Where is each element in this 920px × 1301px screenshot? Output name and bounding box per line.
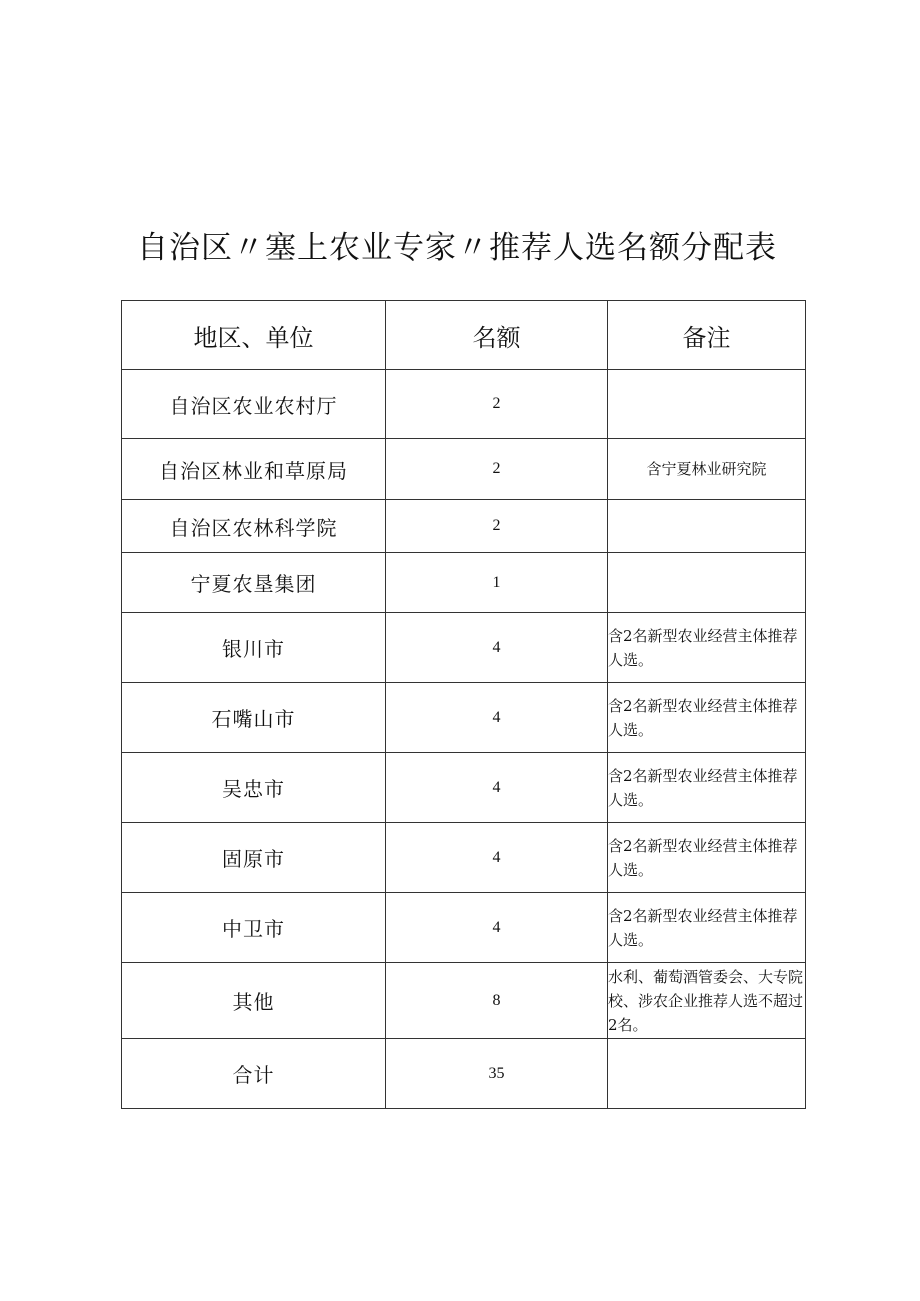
- table-row: [122, 553, 806, 613]
- row-unit: 自治区农业农村厅: [122, 370, 386, 439]
- header-note: 备注: [608, 301, 806, 370]
- row-quota: 4: [386, 753, 608, 823]
- table-row: [122, 683, 806, 753]
- row-note: 含2名新型农业经营主体推荐人选。: [608, 683, 806, 753]
- header-quota: 名额: [386, 301, 608, 370]
- row-note: 水利、葡萄酒管委会、大专院校、涉农企业推荐人选不超过2名。: [608, 963, 806, 1039]
- table-row: [122, 753, 806, 823]
- row-note: [608, 1039, 806, 1109]
- row-note: 含2名新型农业经营主体推荐人选。: [608, 823, 806, 893]
- row-unit: 固原市: [122, 823, 386, 893]
- row-quota: 2: [386, 370, 608, 439]
- row-quota: 8: [386, 963, 608, 1039]
- row-unit: 吴忠市: [122, 753, 386, 823]
- row-unit: 中卫市: [122, 893, 386, 963]
- row-unit: 自治区农林科学院: [122, 500, 386, 553]
- table-row: [122, 370, 806, 439]
- row-unit: 自治区林业和草原局: [122, 439, 386, 500]
- row-quota: 4: [386, 683, 608, 753]
- row-note: 含2名新型农业经营主体推荐人选。: [608, 753, 806, 823]
- table-row: [122, 893, 806, 963]
- table-row: [122, 823, 806, 893]
- row-unit: 合计: [122, 1039, 386, 1109]
- quota-allocation-table: [121, 300, 806, 1109]
- row-quota: 4: [386, 893, 608, 963]
- table-row: [122, 613, 806, 683]
- table-header-row: [122, 301, 806, 370]
- table-row: [122, 963, 806, 1039]
- row-quota: 35: [386, 1039, 608, 1109]
- row-quota: 4: [386, 823, 608, 893]
- page-title: 自治区〃塞上农业专家〃推荐人选名额分配表: [137, 230, 777, 266]
- table-row-total: [122, 1039, 806, 1109]
- row-note: [608, 553, 806, 613]
- row-note: 含2名新型农业经营主体推荐人选。: [608, 893, 806, 963]
- row-note: [608, 500, 806, 553]
- row-unit: 宁夏农垦集团: [122, 553, 386, 613]
- table-row: [122, 500, 806, 553]
- row-quota: 2: [386, 439, 608, 500]
- row-unit: 石嘴山市: [122, 683, 386, 753]
- row-quota: 1: [386, 553, 608, 613]
- row-unit: 银川市: [122, 613, 386, 683]
- row-quota: 2: [386, 500, 608, 553]
- row-unit: 其他: [122, 963, 386, 1039]
- row-quota: 4: [386, 613, 608, 683]
- table-row: [122, 439, 806, 500]
- header-unit: 地区、单位: [122, 301, 386, 370]
- row-note: 含宁夏林业研究院: [608, 439, 806, 500]
- row-note: 含2名新型农业经营主体推荐人选。: [608, 613, 806, 683]
- row-note: [608, 370, 806, 439]
